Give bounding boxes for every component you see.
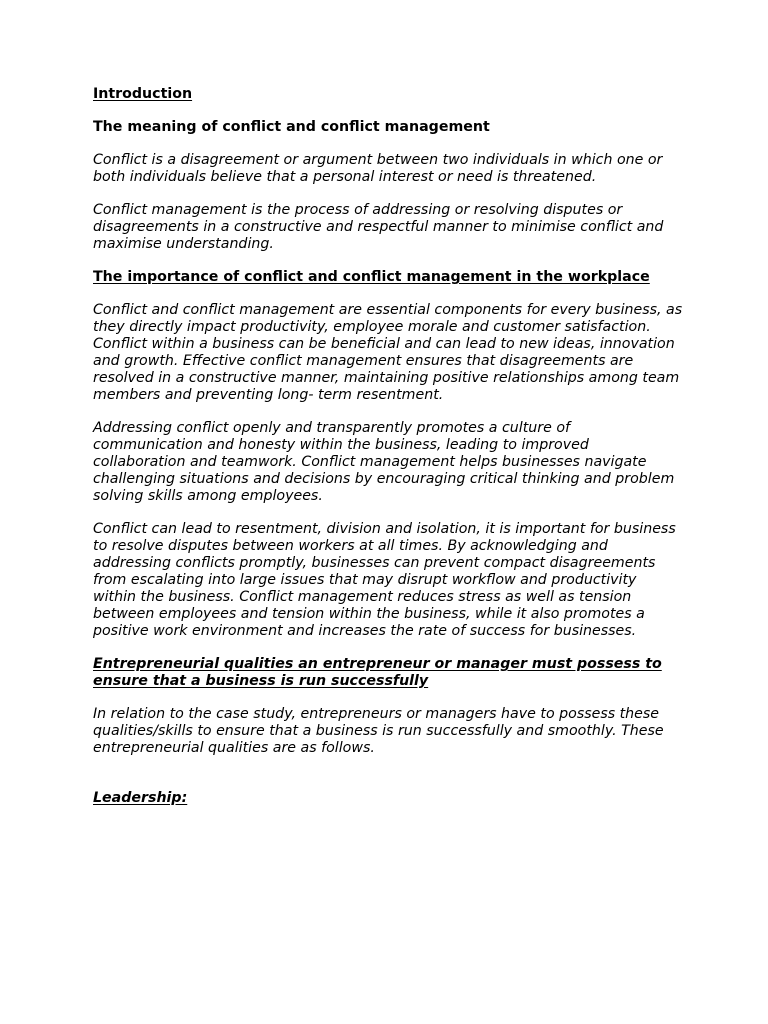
leadership-heading: Leadership: (93, 790, 188, 806)
meaning-heading: The meaning of conflict and conflict management (93, 119, 490, 135)
intro-heading: Introduction (93, 86, 193, 102)
document-page (93, 86, 683, 823)
importance-paragraph-3: Conflict can lead to resentment, division and isolation, it is important for business to resolve disputes between workers at all times. By acknowledging and addressing conflicts promptly, businesses can prevent compact disagreements from escalating into large issues that may disrupt workflow and productivity within the business. Conflict management reduces stress as well as tension between employees and tension within the business, while it also promotes a positive work environment and increases the rate of success for businesses. (93, 521, 676, 639)
importance-heading: The importance of conflict and conflict management in the workplace (93, 269, 650, 285)
qualities-paragraph-1: In relation to the case study, entrepreneurs or managers have to possess these qualities/skills to ensure that a business is run successfully and smoothly. These entrepreneurial qualities are as follows. (93, 706, 664, 756)
meaning-paragraph-2: Conflict management is the process of addressing or resolving disputes or disagreements in a constructive and respectful manner to minimise conflict and maximise understanding. (93, 202, 664, 252)
importance-paragraph-1: Conflict and conflict management are essential components for every business, as they directly impact productivity, employee morale and customer satisfaction. Conflict within a business can be beneficial and can lead to new ideas, innovation and growth. Effective conflict management ensures that disagreements are resolved in a constructive manner, maintaining positive relationships among team members and preventing long- term resentment. (93, 302, 683, 403)
meaning-paragraph-1: Conflict is a disagreement or argument between two individuals in which one or both individuals believe that a personal interest or need is threatened. (93, 152, 663, 185)
qualities-heading: Entrepreneurial qualities an entrepreneur or manager must possess to ensure that a business is run successfully (93, 656, 662, 689)
importance-paragraph-2: Addressing conflict openly and transparently promotes a culture of communication and honesty within the business, leading to improved collaboration and teamwork. Conflict management helps businesses navigate challenging situations and decisions by encouraging critical thinking and problem solving skills among employees. (93, 420, 675, 504)
